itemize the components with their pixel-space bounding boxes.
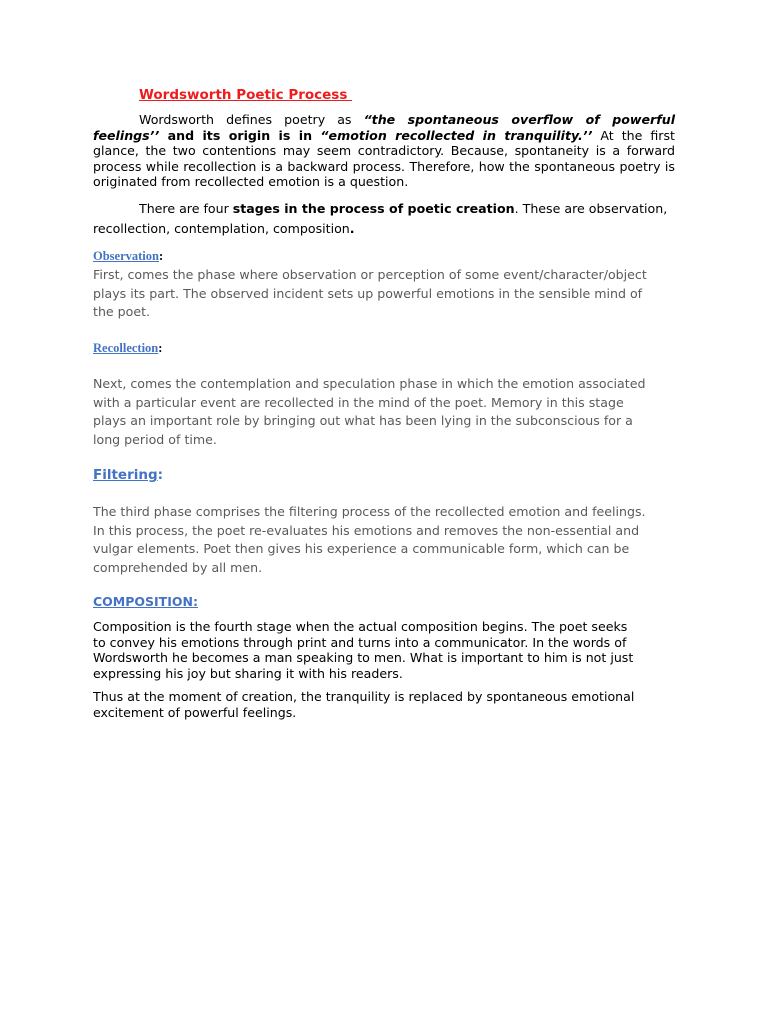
intro-line-1: Wordsworth defines poetry as “the spontaneous overflow of powerful <box>139 112 676 127</box>
observation-heading: Observation: <box>93 249 164 263</box>
recollection-heading: Recollection: <box>93 341 163 355</box>
quote-overflow: “the spontaneous overflow of powerful <box>363 112 676 127</box>
stages-line-2: recollection, contemplation, composition. <box>93 221 355 236</box>
intro-line-2: feelings’’ and its origin is in “emotion recollected in tranquility.’’ At the first <box>93 127 675 143</box>
conclusion-paragraph: Thus at the moment of creation, the tranquility is replaced by spontaneous emotional excitement of powerful feelings. <box>93 689 635 720</box>
filtering-heading: Filtering: <box>93 467 164 483</box>
intro-paragraph <box>93 112 675 190</box>
intro-line-4: process while recollection is a backward process. Therefore, how the spontaneous poetry is <box>93 158 675 174</box>
filtering-paragraph: The third phase comprises the filtering process of the recollected emotion and feelings. In this process, the poet re-evaluates his emotions and removes the non-essential and vulgar elements. Poet then gives his experience a communicable form, which can be comprehended by all men. <box>93 504 646 575</box>
observation-paragraph: First, comes the phase where observation or perception of some event/character/object plays its part. The observed incident sets up powerful emotions in the sensible mind of the poet. <box>93 267 647 319</box>
intro-line-5: originated from recollected emotion is a question. <box>93 174 409 189</box>
composition-heading: COMPOSITION: <box>93 594 198 609</box>
document-title: Wordsworth Poetic Process <box>139 87 353 103</box>
stages-paragraph <box>93 199 675 239</box>
composition-paragraph: Composition is the fourth stage when the actual composition begins. The poet seeks to convey his emotions through print and turns into a communicator. In the words of Wordsworth he becomes a man speaking to men. What is important to him is not just expressing his joy but sharing it with his readers. <box>93 619 634 681</box>
intro-line-3: glance, the two contentions may seem contradictory. Because, spontaneity is a forward <box>93 143 675 158</box>
stages-line-1: There are four stages in the process of poetic creation. These are observation, <box>139 201 668 216</box>
quote-tranquility: “emotion recollected in tranquility.’’ <box>320 127 593 143</box>
recollection-paragraph: Next, comes the contemplation and speculation phase in which the emotion associated with a particular event are recollected in the mind of the poet. Memory in this stage plays an important role by bringing out what has been lying in the subconscious for a long period of time. <box>93 376 646 447</box>
